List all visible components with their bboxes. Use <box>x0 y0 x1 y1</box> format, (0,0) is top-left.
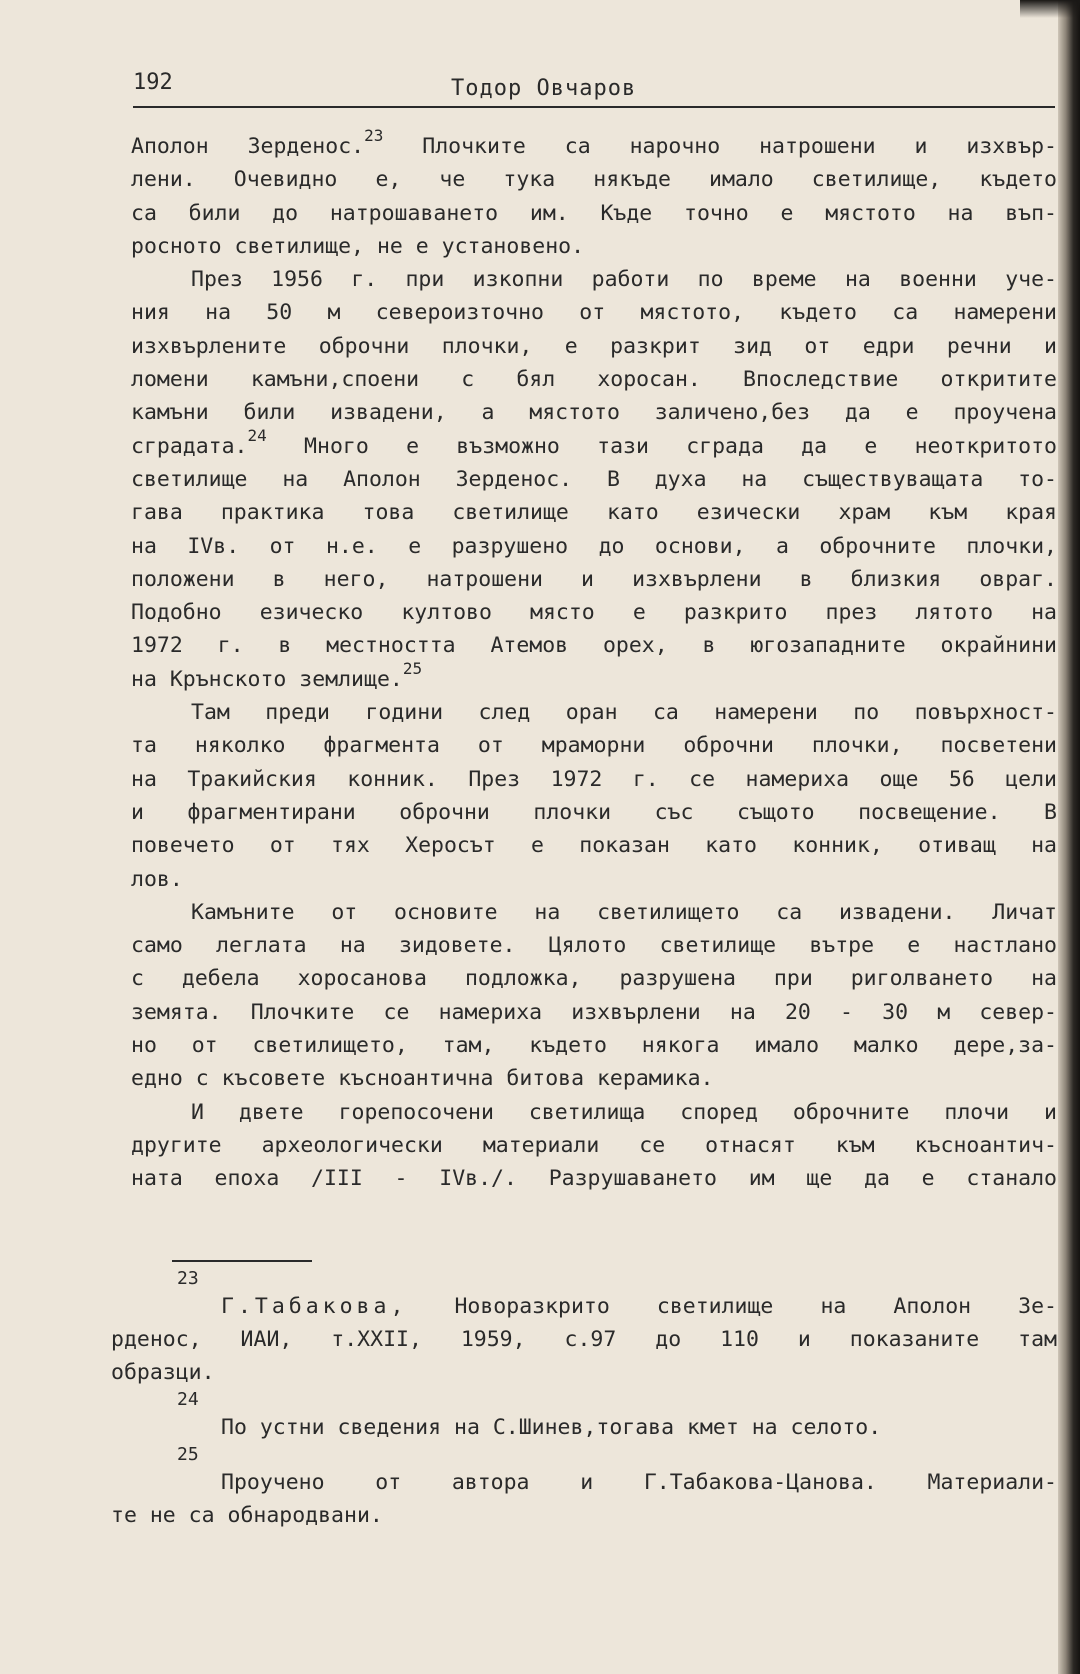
text-line: гава практика това светилище като езически храм към края <box>131 500 1057 526</box>
footnote-number: 25 <box>177 1444 199 1465</box>
text-line: са били до натрошаването им. Къде точно е мястото на въп- <box>131 200 1057 226</box>
footnote-ref-23: 23 <box>364 126 384 145</box>
text-line: росното светилище, не е установено. <box>131 233 585 259</box>
footnote-number: 23 <box>177 1268 199 1289</box>
text-line: И двете горепосочени светилища според оброчните плочи и <box>191 1099 1057 1125</box>
text-line: камъни били извадени, а мястото заличено,без да е проучена <box>131 400 1057 426</box>
text-line: та няколко фрагмента от мраморни оброчни плочки, посветени <box>131 733 1057 759</box>
text-line: Там преди години след оран са намерени по повърхност- <box>191 700 1057 726</box>
paragraph <box>131 263 1057 696</box>
text-line: Подобно езическо култово място е разкрито през лятото на <box>131 600 1057 626</box>
text-line: но от светилището, там, където някога имало малко дере,за- <box>131 1033 1057 1059</box>
footnote-25 <box>111 1444 1057 1532</box>
footnote-line: образци. <box>111 1360 215 1385</box>
text-line: ната епоха /III - IVв./. Разрушаването им ще да е станало <box>131 1166 1057 1192</box>
text-line: на Тракийския конник. През 1972 г. се намериха още 56 цели <box>131 766 1057 792</box>
text-line: само леглата на зидовете. Цялото светилище вътре е настлано <box>131 933 1057 959</box>
page-binding-shadow <box>1058 0 1080 1674</box>
text-line: светилище на Аполон Зерденос. В духа на съществуващата то- <box>131 466 1057 492</box>
text-segment: Аполон Зерденос. <box>131 134 365 159</box>
text-line <box>131 425 1057 463</box>
text-segment: Много е възможно тази сграда да е неоткритото <box>266 433 1057 459</box>
text-line: другите археологически материали се отнасят към късноантич- <box>131 1132 1057 1158</box>
text-segment: Плочките са нарочно натрошени и изхвър- <box>383 134 1058 159</box>
footnote-line <box>111 1290 1057 1323</box>
footnote-line: рденос, ИАИ, т.XXII, 1959, с.97 до 110 и показаните там <box>111 1327 1057 1352</box>
paragraph <box>131 896 1057 1096</box>
main-text <box>131 126 1058 1196</box>
footnote-line: Проучено от автора и Г.Табакова-Цанова. Материали- <box>221 1470 1057 1495</box>
text-line <box>131 658 1057 696</box>
text-line: повечето от тях Херосът е показан като конник, отиващ на <box>131 833 1057 859</box>
paragraph <box>131 696 1057 896</box>
text-line: с дебела хоросанова подложка, разрушена при риголването на <box>131 966 1057 992</box>
text-line: изхвърлените оброчни плочки, е разкрит зид от едри речни и <box>131 333 1057 359</box>
footnote-ref-24: 24 <box>247 425 267 445</box>
footnote-number: 24 <box>177 1389 199 1410</box>
text-line: и фрагментирани оброчни плочки със същото посвещение. В <box>131 799 1057 825</box>
page-number: 192 <box>133 70 173 95</box>
text-line: 1972 г. в местността Атемов орех, в югозападните окрайнини <box>131 633 1057 659</box>
text-line: Камъните от основите на светилището са извадени. Личат <box>191 899 1057 925</box>
text-line: ломени камъни,споени с бял хоросан. Впоследствие откритите <box>131 367 1057 393</box>
footnote-ref-25: 25 <box>402 658 423 678</box>
text-line: лов. <box>131 866 183 892</box>
text-line: на IVв. от н.е. е разрушено до основи, а оброчните плочки, <box>131 533 1057 559</box>
text-line: ния на 50 м североизточно от мястото, където са намерени <box>131 300 1057 326</box>
text-line: едно с късовете късноантична битова керамика. <box>131 1066 714 1092</box>
paragraph <box>131 126 1058 263</box>
text-line: През 1956 г. при изкопни работи по време на военни уче- <box>191 267 1057 293</box>
footnote-separator <box>172 1260 312 1262</box>
footnote-line: те не са обнародвани. <box>111 1503 383 1528</box>
footnotes <box>111 1268 1057 1532</box>
paragraph <box>131 1096 1057 1196</box>
text-line: земята. Плочките се намериха изхвърлени на 20 - 30 м север- <box>131 999 1057 1025</box>
page-corner-shadow <box>1020 0 1080 18</box>
text-segment: на Крънското землище. <box>131 666 403 692</box>
footnote-24 <box>111 1389 1057 1444</box>
text-line: лени. Очевидно е, че тука някъде имало светилище, където <box>131 167 1057 193</box>
text-line: положени в него, натрошени и изхвърлени в близкия овраг. <box>131 566 1057 592</box>
text-segment: сградата. <box>131 433 248 459</box>
text-segment: Новоразкрито светилище на Аполон Зе- <box>407 1294 1057 1319</box>
text-line <box>131 126 1058 163</box>
running-head-author: Тодор Овчаров <box>451 76 637 101</box>
footnote-line: По устни сведения на С.Шинев,тогава кмет на селото. <box>221 1415 882 1440</box>
page-header <box>133 70 1055 108</box>
footnote-23 <box>111 1268 1057 1389</box>
footnote-author: Г.Табакова, <box>221 1294 408 1319</box>
